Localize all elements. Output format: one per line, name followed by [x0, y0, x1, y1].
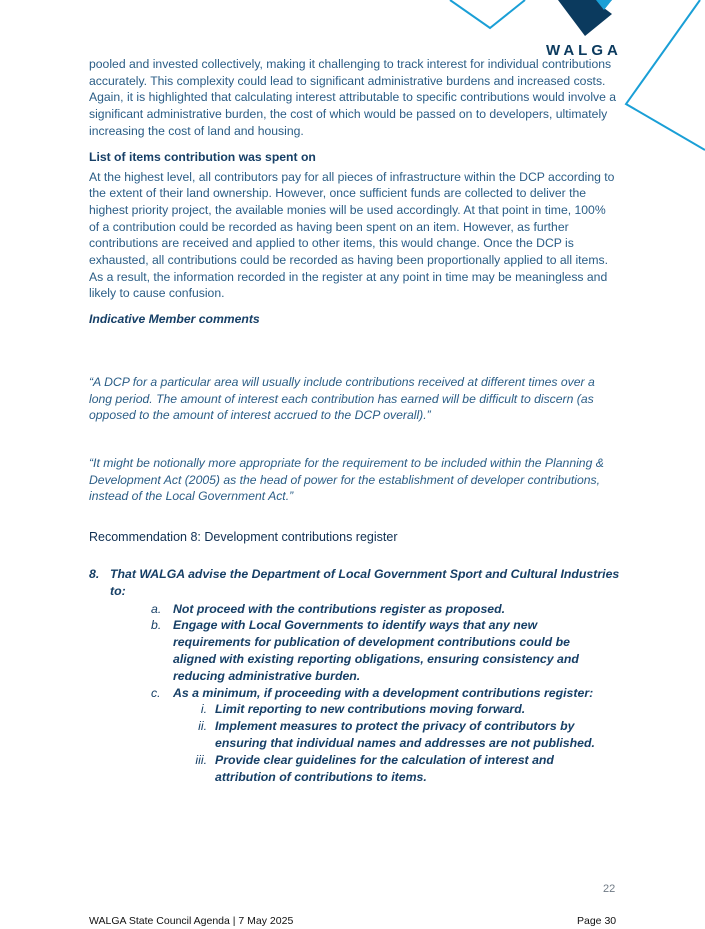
deco-line-right — [626, 0, 705, 150]
list-item-c — [151, 685, 629, 702]
recommendation-item-8 — [89, 566, 629, 600]
walga-logo-text: WALGA — [546, 42, 622, 59]
footer-page-number: Page 30 — [577, 915, 617, 927]
sublist-item-text: Provide clear guidelines for the calculation of interest and attribution of contributions to items. — [215, 752, 554, 784]
sublist-item-label: ii. — [198, 719, 207, 734]
walga-logo-accent — [596, 0, 612, 10]
document-page-number: 22 — [603, 883, 616, 895]
member-quote-1: “A DCP for a particular area will usually include contributions received at different times over a long period. The amount of interest each contribution has earned will be difficult to discern (as opposed to the amount of interest accrued to the DCP overall).” — [89, 375, 595, 423]
footer-agenda-title: WALGA State Council Agenda | 7 May 2025 — [89, 915, 294, 927]
list-item-label: c. — [151, 685, 161, 700]
member-comments-heading: Indicative Member comments — [89, 312, 260, 327]
paragraph-items: At the highest level, all contributors pay for all pieces of infrastructure within the DCP according to the extent of their land ownership. However, once sufficient funds are collected to deliver the highest priority project, the available monies will be used accordingly. At that point in time, 100% of a contribution could be recorded as having been spent on an item. However, as further contributions are received and applied to other items, this would change. Once the DCP is exhausted, all contributions could be recorded as having been proportionally applied to all items. As a result, the information recorded in the register at any point in time may be meaningless and likely to cause confusion. — [89, 169, 615, 301]
list-item-label: a. — [151, 601, 162, 616]
walga-logo-mark — [558, 0, 612, 36]
sublist-item-iii — [193, 752, 629, 786]
sublist-item-text: Implement measures to protect the privacy of contributors by ensuring that individual names and addresses are not published. — [215, 719, 595, 750]
sublist-item-label: i. — [200, 702, 207, 717]
list-item-label: b. — [151, 618, 162, 633]
recommendation-list — [89, 566, 629, 785]
list-item-b — [151, 617, 629, 684]
list-item-a — [151, 601, 629, 618]
list-item-text: Engage with Local Governments to identify ways that any new requirements for publication of development contributions could be aligned with existing reporting obligations, ensuring consistency and reducing administrative burden. — [173, 618, 579, 683]
sublist-item-label: iii. — [195, 752, 207, 767]
body-content — [89, 56, 619, 327]
recommendation-intro: That WALGA advise the Department of Local Government Sport and Cultural Industries to: — [110, 567, 620, 598]
member-quote-2: “It might be notionally more appropriate for the requirement to be included within the Planning & Development Act (2005) as the head of power for the establishment of developer contributions, instead of the Local Government Act.” — [89, 456, 604, 504]
list-item-text: Not proceed with the contributions register as proposed. — [173, 601, 506, 616]
sublist-item-ii — [193, 718, 629, 752]
paragraph-interest: pooled and invested collectively, making it challenging to track interest for individual contributions accurately. This complexity could lead to significant administrative burdens and increased costs. Again, it is highlighted that calculating interest attributable to specific contributions would involve a significant administrative burden, the cost of which would be passed on to developers, ultimately increasing the cost of land and housing. — [89, 57, 617, 138]
deco-line-top — [450, 0, 525, 28]
sublist-item-i — [193, 701, 629, 718]
list-item-text: As a minimum, if proceeding with a development contributions register: — [173, 685, 594, 700]
section-heading-items: List of items contribution was spent on — [89, 149, 316, 164]
sublist-item-text: Limit reporting to new contributions moving forward. — [215, 702, 526, 717]
recommendation-number: 8. — [89, 567, 100, 581]
recommendation-title: Recommendation 8: Development contributions register — [89, 530, 398, 544]
